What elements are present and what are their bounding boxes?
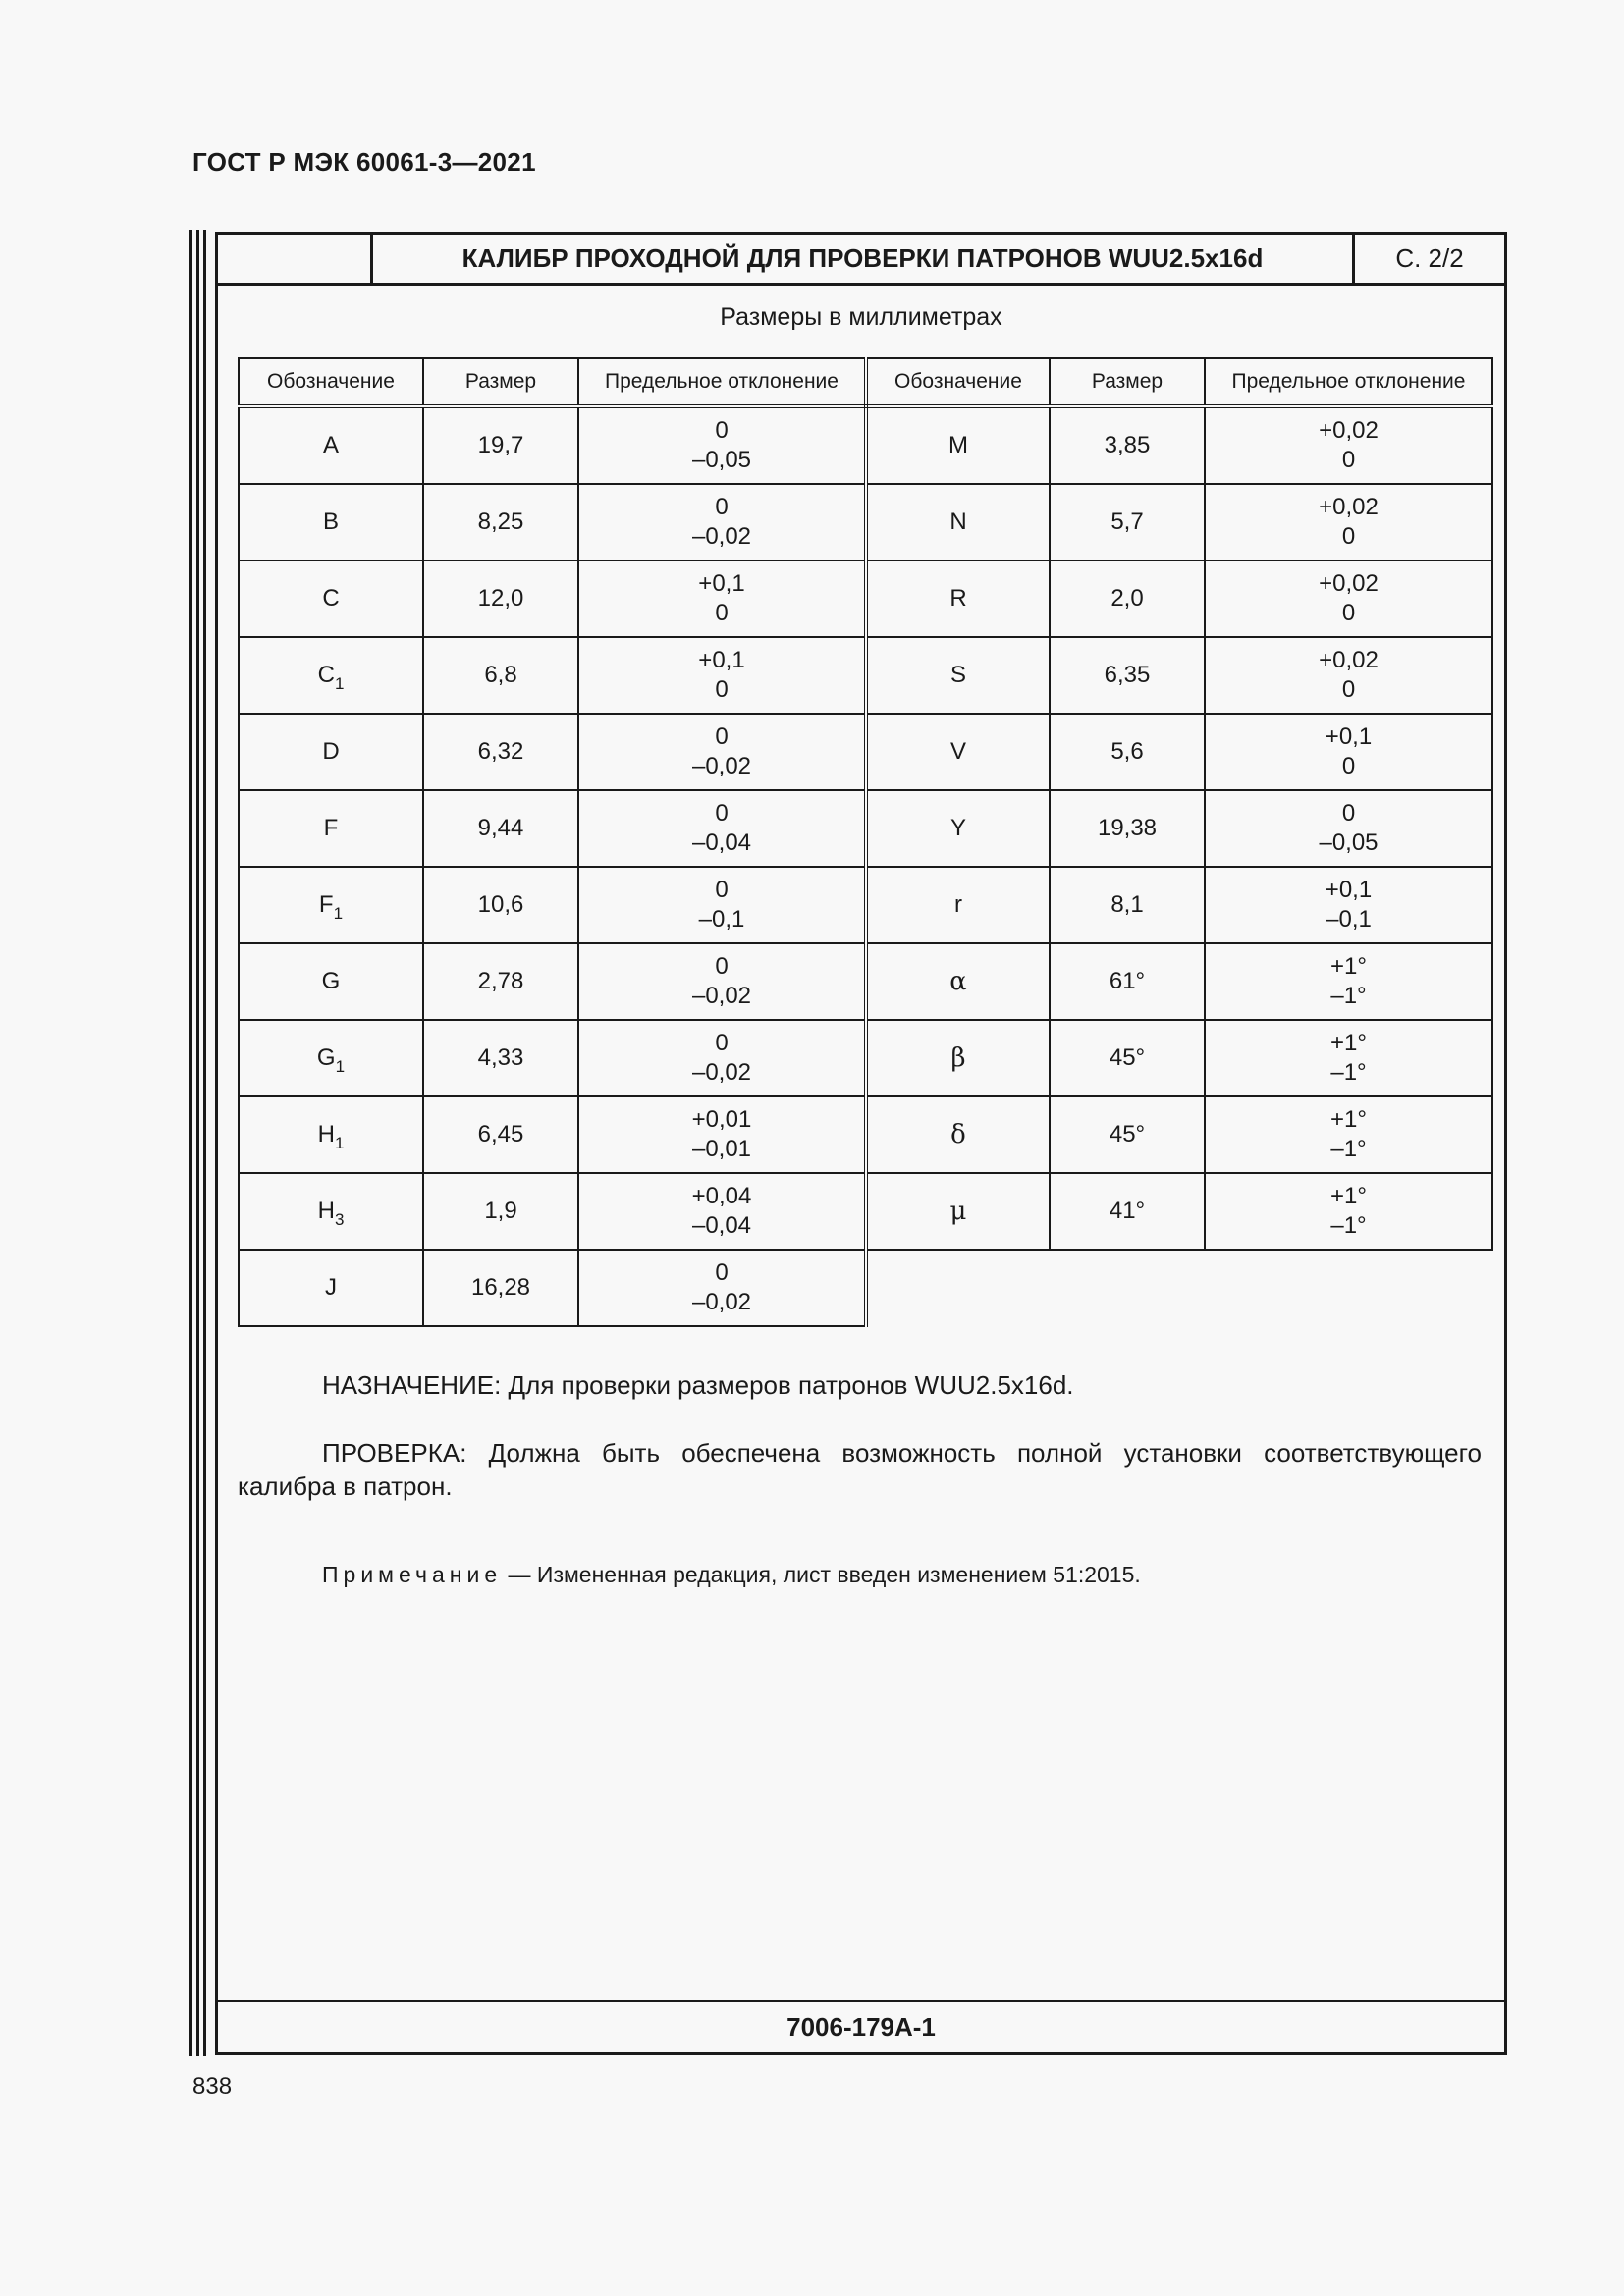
upper-deviation: 0 [715, 953, 729, 980]
table-row [868, 637, 1492, 714]
header-size: Размер [1050, 358, 1205, 406]
upper-deviation: +1° [1330, 1030, 1367, 1056]
size-cell: 19,7 [423, 406, 578, 484]
symbol-letter: r [954, 891, 962, 918]
upper-deviation: +1° [1330, 1106, 1367, 1133]
lower-deviation: 0 [1341, 447, 1356, 473]
symbol-letter: N [949, 508, 967, 535]
symbol-letter: μ [949, 1196, 967, 1226]
upper-deviation: 0 [715, 494, 729, 520]
table-row [239, 790, 866, 867]
size-cell: 45° [1050, 1096, 1205, 1173]
table-row [239, 561, 866, 637]
table-row [239, 1096, 866, 1173]
symbol-cell [239, 790, 423, 867]
symbol-letter: C [317, 662, 335, 688]
size-cell: 8,1 [1050, 867, 1205, 943]
header-tolerance: Предельное отклонение [578, 358, 866, 406]
upper-deviation: +0,02 [1319, 494, 1379, 520]
symbol-letter: S [949, 662, 966, 688]
symbol-subscript: 1 [335, 1057, 346, 1076]
symbol-letter: δ [950, 1119, 966, 1149]
table-row [868, 1173, 1492, 1250]
symbol-cell [868, 1096, 1050, 1173]
tolerance-cell [578, 484, 866, 561]
tolerance-cell [578, 561, 866, 637]
tolerance-cell [578, 1250, 866, 1326]
lower-deviation: –1° [1330, 1212, 1367, 1239]
symbol-subscript: 3 [334, 1210, 345, 1229]
table-row [239, 943, 866, 1020]
symbol-cell [239, 1250, 423, 1326]
lower-deviation: –0,02 [691, 523, 752, 550]
header-symbol: Обозначение [868, 358, 1050, 406]
upper-deviation: +0,1 [698, 647, 745, 673]
table-row [239, 406, 866, 484]
size-cell: 6,32 [423, 714, 578, 790]
lower-deviation: –0,05 [691, 447, 752, 473]
tolerance-cell [578, 406, 866, 484]
upper-deviation: 0 [715, 417, 729, 444]
table-row [868, 943, 1492, 1020]
size-cell: 9,44 [423, 790, 578, 867]
size-cell: 4,33 [423, 1020, 578, 1096]
lower-deviation: –0,1 [698, 906, 745, 933]
table-row [868, 1020, 1492, 1096]
title-block [218, 235, 1504, 286]
lower-deviation: –0,01 [691, 1136, 752, 1162]
tolerance-cell [1205, 1020, 1492, 1096]
size-cell: 1,9 [423, 1173, 578, 1250]
size-cell: 2,0 [1050, 561, 1205, 637]
symbol-letter: G [321, 968, 341, 994]
upper-deviation: +0,02 [1319, 570, 1379, 597]
lower-deviation: 0 [1341, 676, 1356, 703]
size-cell: 45° [1050, 1020, 1205, 1096]
margin-rule [203, 230, 206, 2056]
header-size: Размер [423, 358, 578, 406]
symbol-letter: D [322, 738, 340, 765]
upper-deviation: +0,1 [698, 570, 745, 597]
margin-rule [196, 230, 199, 2056]
size-cell: 61° [1050, 943, 1205, 1020]
symbol-cell [239, 1096, 423, 1173]
symbol-subscript: 1 [334, 1134, 345, 1152]
upper-deviation: +0,1 [1325, 723, 1373, 750]
table-row [868, 867, 1492, 943]
table-row [239, 1250, 866, 1326]
sheet-number: С. 2/2 [1395, 243, 1464, 273]
symbol-subscript: 1 [333, 904, 344, 923]
symbol-letter: B [322, 508, 339, 535]
symbol-letter: V [949, 738, 966, 765]
dimensions-table-right [868, 357, 1493, 1251]
purpose-paragraph [238, 1368, 1482, 1402]
symbol-cell [239, 561, 423, 637]
size-cell: 3,85 [1050, 406, 1205, 484]
symbol-cell [868, 561, 1050, 637]
symbol-cell [868, 943, 1050, 1020]
lower-deviation: –0,02 [691, 1059, 752, 1086]
symbol-letter: R [949, 585, 967, 612]
lower-deviation: –0,02 [691, 1289, 752, 1315]
upper-deviation: +0,04 [691, 1183, 752, 1209]
tolerance-cell [578, 867, 866, 943]
symbol-cell [868, 1020, 1050, 1096]
symbol-cell [239, 867, 423, 943]
symbol-letter: J [325, 1274, 337, 1301]
size-cell: 2,78 [423, 943, 578, 1020]
document-header: ГОСТ Р МЭК 60061-3—2021 [192, 147, 536, 177]
table-row [239, 1173, 866, 1250]
table-row [868, 406, 1492, 484]
lower-deviation: –0,04 [691, 1212, 752, 1239]
table-row [868, 1096, 1492, 1173]
lower-deviation: –1° [1330, 983, 1367, 1009]
upper-deviation: 0 [715, 1030, 729, 1056]
size-cell: 6,45 [423, 1096, 578, 1173]
upper-deviation: 0 [1341, 800, 1356, 827]
size-cell: 16,28 [423, 1250, 578, 1326]
tolerance-cell [578, 637, 866, 714]
lower-deviation: 0 [1341, 523, 1356, 550]
symbol-cell [868, 1173, 1050, 1250]
symbol-cell [868, 790, 1050, 867]
table-row [868, 484, 1492, 561]
tolerance-cell [1205, 1173, 1492, 1250]
table-row [868, 790, 1492, 867]
upper-deviation: 0 [715, 723, 729, 750]
size-cell: 5,6 [1050, 714, 1205, 790]
symbol-letter: F [318, 891, 334, 918]
size-cell: 19,38 [1050, 790, 1205, 867]
title-block-empty-cell [218, 235, 373, 283]
symbol-letter: M [948, 432, 968, 458]
note [322, 1562, 1141, 1588]
tolerance-cell [1205, 867, 1492, 943]
symbol-letter: β [950, 1042, 966, 1073]
table-row [239, 637, 866, 714]
margin-rule [189, 230, 192, 2056]
size-cell: 6,8 [423, 637, 578, 714]
symbol-cell [239, 1173, 423, 1250]
size-cell: 41° [1050, 1173, 1205, 1250]
symbol-letter: Y [949, 815, 966, 841]
symbol-cell [239, 943, 423, 1020]
tolerance-cell [578, 1173, 866, 1250]
lower-deviation: 0 [715, 600, 729, 626]
lower-deviation: 0 [1341, 600, 1356, 626]
tolerance-cell [1205, 406, 1492, 484]
lower-deviation: –1° [1330, 1059, 1367, 1086]
lower-deviation: –1° [1330, 1136, 1367, 1162]
header-symbol: Обозначение [239, 358, 423, 406]
upper-deviation: +1° [1330, 953, 1367, 980]
symbol-letter: G [316, 1044, 336, 1071]
size-cell: 10,6 [423, 867, 578, 943]
symbol-cell [239, 406, 423, 484]
lower-deviation: –0,02 [691, 983, 752, 1009]
drawing-number: 7006-179A-1 [218, 2000, 1504, 2052]
tolerance-cell [1205, 484, 1492, 561]
note-text: — Измененная редакция, лист введен изменением 51:2015. [502, 1562, 1141, 1587]
tolerance-cell [1205, 1096, 1492, 1173]
size-cell: 6,35 [1050, 637, 1205, 714]
table-row [239, 1020, 866, 1096]
tolerance-cell [578, 790, 866, 867]
lower-deviation: –0,04 [691, 829, 752, 856]
symbol-letter: C [322, 585, 340, 612]
tolerance-cell [578, 943, 866, 1020]
symbol-cell [239, 1020, 423, 1096]
symbol-letter: α [949, 966, 967, 996]
upper-deviation: +0,01 [691, 1106, 752, 1133]
note-label: Примечание [322, 1562, 503, 1587]
lower-deviation: –0,02 [691, 753, 752, 779]
upper-deviation: 0 [715, 800, 729, 827]
symbol-cell [868, 867, 1050, 943]
tolerance-cell [1205, 561, 1492, 637]
check-text: ПРОВЕРКА: Должна быть обеспечена возможность полной установки соответствующего калибра в патрон. [238, 1438, 1482, 1501]
upper-deviation: +0,1 [1325, 877, 1373, 903]
symbol-cell [239, 637, 423, 714]
lower-deviation: 0 [715, 676, 729, 703]
tolerance-cell [1205, 714, 1492, 790]
symbol-subscript: 1 [334, 674, 345, 693]
units-caption: Размеры в миллиметрах [720, 303, 1002, 331]
table-row [239, 714, 866, 790]
gauge-title: КАЛИБР ПРОХОДНОЙ ДЛЯ ПРОВЕРКИ ПАТРОНОВ WUU2.5x16d [373, 235, 1355, 283]
tolerance-cell [578, 1020, 866, 1096]
check-paragraph [238, 1436, 1482, 1503]
table-row [239, 484, 866, 561]
symbol-letter: H [317, 1121, 335, 1148]
purpose-text: НАЗНАЧЕНИЕ: Для проверки размеров патронов WUU2.5x16d. [322, 1370, 1074, 1400]
upper-deviation: +0,02 [1319, 647, 1379, 673]
tolerance-cell [1205, 790, 1492, 867]
lower-deviation: –0,05 [1319, 829, 1379, 856]
upper-deviation: +0,02 [1319, 417, 1379, 444]
symbol-cell [868, 714, 1050, 790]
symbol-cell [239, 484, 423, 561]
size-cell: 8,25 [423, 484, 578, 561]
upper-deviation: +1° [1330, 1183, 1367, 1209]
tolerance-cell [1205, 943, 1492, 1020]
drawing-frame [215, 232, 1507, 2055]
tolerance-cell [578, 1096, 866, 1173]
dimensions-table-left [238, 357, 868, 1327]
symbol-letter: A [322, 432, 339, 458]
lower-deviation: 0 [1341, 753, 1356, 779]
symbol-cell [868, 484, 1050, 561]
page-number: 838 [192, 2073, 233, 2100]
upper-deviation: 0 [715, 1259, 729, 1286]
symbol-cell [868, 406, 1050, 484]
header-tolerance: Предельное отклонение [1205, 358, 1492, 406]
tolerance-cell [1205, 637, 1492, 714]
size-cell: 12,0 [423, 561, 578, 637]
size-cell: 5,7 [1050, 484, 1205, 561]
tolerance-cell [578, 714, 866, 790]
symbol-cell [239, 714, 423, 790]
table-row [239, 867, 866, 943]
symbol-letter: F [323, 815, 339, 841]
symbol-cell [868, 637, 1050, 714]
upper-deviation: 0 [715, 877, 729, 903]
lower-deviation: –0,1 [1326, 906, 1372, 933]
table-row [868, 561, 1492, 637]
symbol-letter: H [317, 1198, 335, 1224]
table-row [868, 714, 1492, 790]
